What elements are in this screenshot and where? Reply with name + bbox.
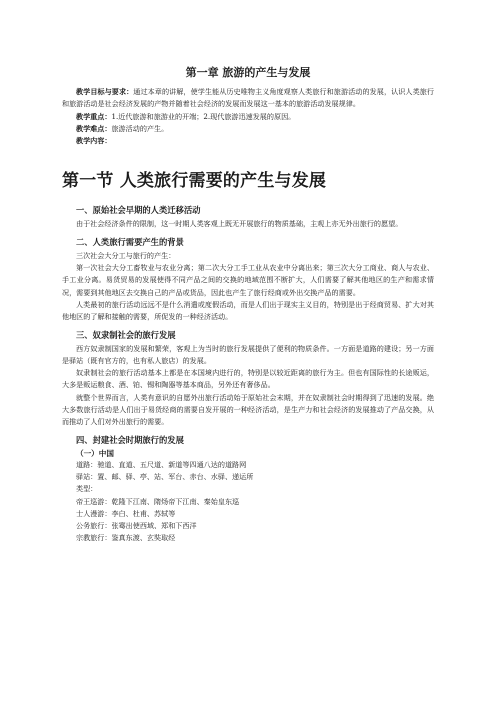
heading-feudal-travel: 四、封建社会时期旅行的发展	[76, 434, 184, 445]
paragraph-division-intro: 三次社会大分工与旅行的产生：	[76, 250, 176, 260]
teaching-difficult-label: 教学难点：	[76, 123, 112, 133]
teaching-goal-label: 教学目标与要求：	[76, 87, 134, 96]
heading-primitive-migration: 一、原始社会早期的人类迁移活动	[76, 205, 201, 216]
subheading-china: （一）中国	[76, 448, 114, 458]
paragraph-slavery-roads: 西方奴隶制国家的发展和繁荣，客观上为当时的旅行发展提供了便利的物质条件。一方面是道路的建设；另一方面是驿站（既有官方的，也有私人旅店）的发展。	[62, 343, 434, 365]
list-item-emperor-tours: 帝王巡游：乾隆下江南、隋炀帝下江南、秦始皇东巡	[76, 496, 240, 506]
paragraph-early-travel: 人类最初的旅行活动远远不是什么消遣或度假活动，而是人们出于现实主义目的，特别是出于经商贸易、扩大对其他地区的了解和接触的需要，所促发的一种经济活动。	[62, 299, 434, 322]
teaching-content-label: 教学内容：	[76, 136, 112, 146]
chapter-title: 第一章 旅游的产生与发展	[185, 66, 311, 79]
list-item-official-travel: 公务旅行：张骞出使西域、郑和下西洋	[76, 521, 197, 531]
list-item-scholar-travel: 士人漫游：李白、杜甫、苏轼等	[76, 508, 176, 518]
list-item-types: 类型：	[76, 484, 98, 494]
teaching-difficult-text: 旅游活动的产生。	[111, 123, 169, 133]
list-item-religious-travel: 宗教旅行：鉴真东渡、玄奘取经	[76, 533, 176, 543]
paragraph-primitive: 由于社会经济条件的限制，这一时期人类客观上既无开展旅行的物质基础，主观上亦无外出旅行的愿望。	[76, 219, 403, 229]
heading-slavery-travel: 三、奴隶制社会的旅行发展	[76, 329, 176, 340]
teaching-content	[62, 135, 434, 147]
teaching-goal	[62, 86, 434, 111]
paragraph-slavery-trade: 奴隶制社会的旅行活动基本上都是在本国境内进行的，特别是以较近距离的旅行为主。但也有国际性的长途贩运，大多是贩运粮食、酒、铂、锡和陶器等基本商品，另外还有奢侈品。	[62, 368, 434, 390]
teaching-key-label: 教学重点：	[76, 111, 112, 121]
teaching-key-points	[62, 111, 434, 123]
paragraph-slavery-summary: 就整个世界而言，人类有意识的自愿外出旅行活动始于原始社会末期，并在奴隶制社会时期得到了迅速的发展。绝大多数旅行活动是人们出于易货经商的需要自发开展的一种经济活动，是生产力和社会经济的发展推动了产品交换，从而推动了人们对外出旅行的需要。	[62, 392, 434, 427]
heading-travel-background: 二、人类旅行需要产生的背景	[76, 236, 184, 247]
teaching-key-text: 1.近代旅游和旅游业的开端；2.现代旅游迅速发展的原因。	[111, 111, 296, 121]
list-item-stations: 驿站：置、邮、驿、亭、站、军台、赤台、水驿、递运所	[76, 471, 254, 481]
teaching-goal-text: 通过本章的讲解，使学生能从历史唯物主义角度观察人类旅行和旅游活动的发展，认识人类旅行和旅游活动是社会经济发展的产物并随着社会经济的发展而发展这一基本的旅游活动发展规律。	[62, 87, 435, 109]
list-item-roads: 道路：驰道、直道、五尺道、新道等四通八达的道路网	[76, 459, 247, 469]
teaching-difficulties	[62, 123, 434, 135]
section-title: 第一节 人类旅行需要的产生与发展	[62, 171, 327, 192]
paragraph-division-detail: 第一次社会大分工畜牧业与农业分离；第二次大分工手工业从农业中分离出来；第三次大分工商业、商人与农业、手工业分离。易货贸易的发展使得不同产品之间的交换的地域范围不断扩大，人们需要了解其他地区的生产和需求情况，需要到其他地区去交换自己的产品或货品，因此也产生了旅行经商或外出交换产品的需要。	[62, 263, 434, 297]
